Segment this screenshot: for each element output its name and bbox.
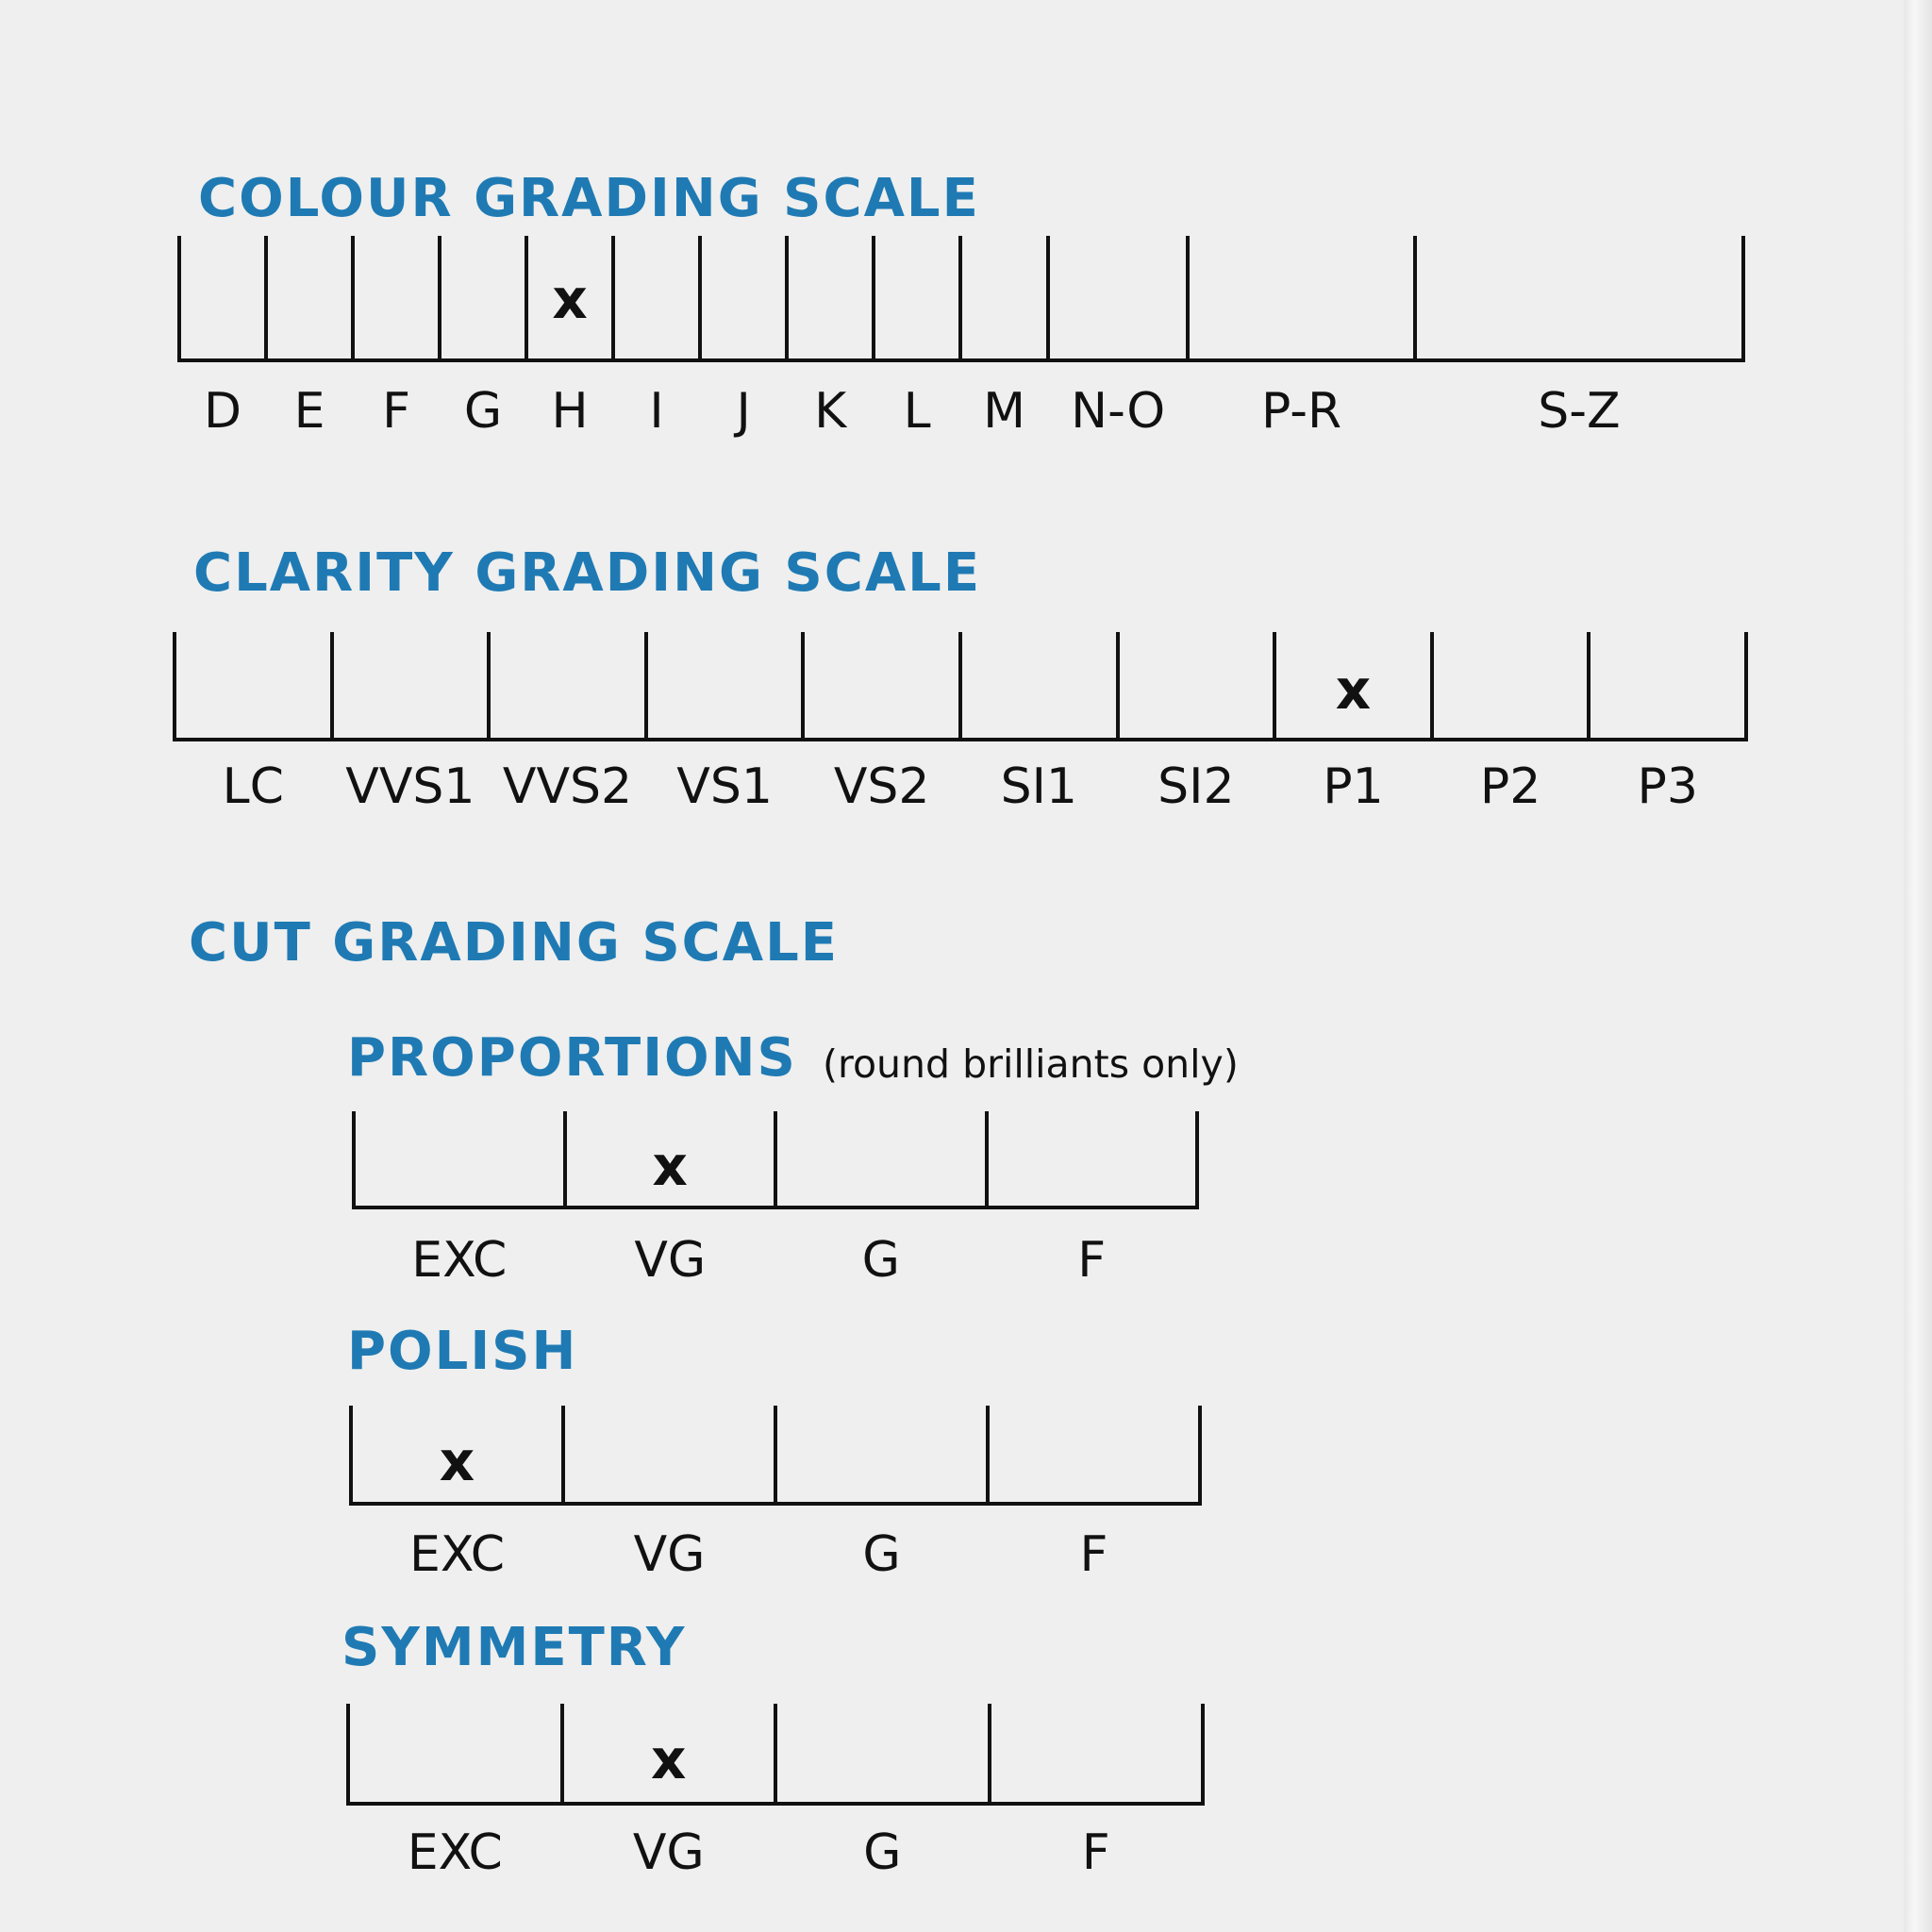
proportions-scale-tick — [985, 1111, 989, 1209]
proportions-grade-label: EXC — [411, 1232, 508, 1289]
polish-scale-tick — [561, 1406, 565, 1506]
colour-scale-tick — [1046, 236, 1050, 362]
symmetry-grade-label: VG — [632, 1824, 705, 1881]
colour-scale-tick — [785, 236, 789, 362]
proportions-scale-tick — [563, 1111, 567, 1209]
colour-scale-title: COLOUR GRADING SCALE — [198, 168, 980, 229]
clarity-scale-tick — [330, 632, 334, 741]
symmetry-scale-tick — [1201, 1704, 1205, 1806]
colour-grade-label: L — [903, 383, 931, 440]
symmetry-grade-label: F — [1081, 1824, 1110, 1881]
polish-title: POLISH — [347, 1321, 578, 1382]
colour-scale-tick — [177, 236, 181, 362]
colour-grade-label: E — [293, 383, 325, 440]
clarity-scale-tick — [1116, 632, 1120, 741]
clarity-scale-tick — [1430, 632, 1434, 741]
symmetry-scale-tick — [988, 1704, 991, 1806]
proportions-scale-tick — [1195, 1111, 1199, 1209]
clarity-grade-label: SI1 — [1000, 758, 1078, 815]
colour-scale-tick — [351, 236, 355, 362]
colour-grade-label: F — [382, 383, 411, 440]
symmetry-grade-label: EXC — [407, 1824, 503, 1881]
polish-scale-tick — [986, 1406, 990, 1506]
clarity-grading-scale — [175, 632, 1746, 815]
clarity-scale-tick — [801, 632, 805, 741]
clarity-grade-label: P3 — [1637, 758, 1698, 815]
colour-scale-tick — [698, 236, 702, 362]
proportions-selected-mark: x — [652, 1134, 688, 1199]
symmetry-title: SYMMETRY — [341, 1617, 687, 1678]
proportions-grading-scale — [354, 1111, 1197, 1289]
clarity-grade-label: P1 — [1323, 758, 1384, 815]
clarity-scale-tick — [644, 632, 648, 741]
symmetry-grade-label: G — [863, 1824, 902, 1881]
colour-scale-tick — [438, 236, 441, 362]
clarity-grade-label: VS1 — [676, 758, 773, 815]
proportions-grade-label: VG — [634, 1232, 707, 1289]
symmetry-scale-tick — [346, 1704, 350, 1806]
clarity-scale-tick — [173, 632, 176, 741]
clarity-selected-mark: x — [1335, 658, 1372, 723]
colour-scale-tick — [958, 236, 962, 362]
proportions-grade-label: G — [861, 1232, 900, 1289]
clarity-scale-tick — [1273, 632, 1276, 741]
polish-grade-label: F — [1079, 1526, 1108, 1583]
colour-scale-tick — [611, 236, 615, 362]
clarity-grade-label: VVS2 — [502, 758, 633, 815]
clarity-scale-tick — [958, 632, 962, 741]
colour-scale-tick — [264, 236, 268, 362]
polish-scale-tick — [1198, 1406, 1202, 1506]
colour-grade-label: D — [203, 383, 242, 440]
symmetry-scale-tick — [560, 1704, 564, 1806]
proportions-scale-tick — [352, 1111, 356, 1209]
colour-scale-tick — [1741, 236, 1745, 362]
clarity-grade-label: VVS1 — [345, 758, 475, 815]
proportions-title: PROPORTIONS — [347, 1027, 797, 1089]
colour-selected-mark: x — [552, 266, 588, 331]
proportions-note: (round brilliants only) — [823, 1041, 1239, 1087]
proportions-scale-tick — [774, 1111, 777, 1209]
polish-grade-label: EXC — [408, 1526, 506, 1583]
clarity-grade-label: SI2 — [1158, 758, 1235, 815]
page-edge — [1904, 0, 1932, 1932]
symmetry-grading-scale — [348, 1704, 1203, 1881]
symmetry-selected-mark: x — [651, 1727, 687, 1792]
clarity-scale-title: CLARITY GRADING SCALE — [193, 542, 982, 604]
colour-grade-label: G — [463, 383, 503, 440]
polish-scale-tick — [349, 1406, 353, 1506]
polish-scale-tick — [774, 1406, 777, 1506]
polish-grade-label: G — [862, 1526, 901, 1583]
colour-grade-label: H — [551, 383, 589, 440]
symmetry-scale-tick — [774, 1704, 777, 1806]
clarity-scale-tick — [1587, 632, 1591, 741]
clarity-grade-label: VS2 — [833, 758, 930, 815]
proportions-grade-label: F — [1077, 1232, 1107, 1289]
colour-grade-label: K — [814, 383, 847, 440]
clarity-scale-tick — [1744, 632, 1748, 741]
colour-scale-tick — [872, 236, 875, 362]
clarity-scale-tick — [487, 632, 491, 741]
colour-grade-label: M — [983, 383, 1026, 440]
colour-scale-tick — [525, 236, 528, 362]
colour-scale-tick — [1186, 236, 1190, 362]
colour-grade-label: P-R — [1261, 383, 1342, 440]
polish-grade-label: VG — [633, 1526, 706, 1583]
polish-selected-mark: x — [439, 1428, 475, 1493]
colour-scale-tick — [1413, 236, 1417, 362]
colour-grade-label: J — [736, 383, 751, 440]
polish-grading-scale — [351, 1406, 1200, 1583]
cut-scale-title: CUT GRADING SCALE — [189, 912, 840, 974]
colour-grade-label: N-O — [1071, 383, 1166, 440]
colour-grade-label: S-Z — [1538, 383, 1621, 440]
clarity-grade-label: P2 — [1479, 758, 1541, 815]
colour-grading-scale — [179, 236, 1743, 440]
colour-grade-label: I — [649, 383, 664, 440]
clarity-grade-label: LC — [222, 758, 284, 815]
